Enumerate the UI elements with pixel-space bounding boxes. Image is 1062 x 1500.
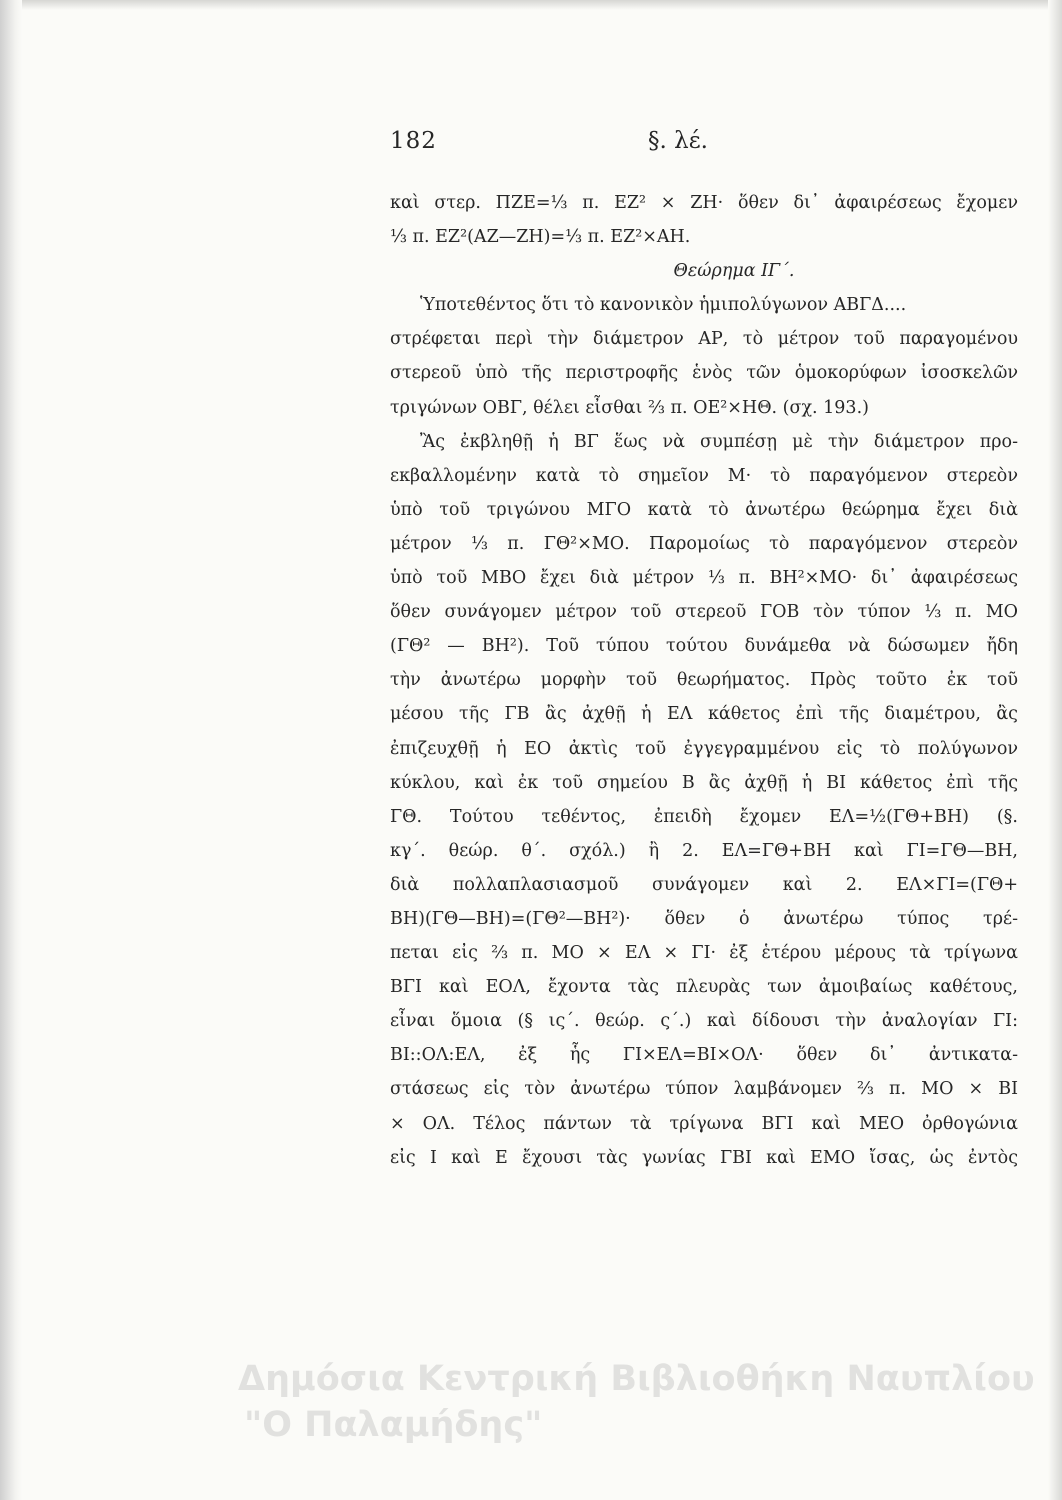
text-line: κύκλου, καὶ ἐκ τοῦ σημείου Β ἂς ἀχθῇ ἡ ΒΙ κάθετος ἐπὶ τῆς	[390, 772, 1018, 793]
text-line: καὶ στερ. ΠΖΕ=⅓ π. ΕΖ² × ΖΗ· ὅθεν δι᾽ ἀφαιρέσεως ἔχομεν	[390, 193, 1018, 213]
theorem-heading: Θεώρημα ΙΓ΄.	[673, 261, 795, 282]
text-line: ἐπιζευχθῇ ἡ ΕΟ ἀκτὶς τοῦ ἐγγεγραμμένου εἰς τὸ πολύγωνον	[390, 738, 1018, 759]
text-line: πεται εἰς ⅔ π. ΜΟ × ΕΛ × ΓΙ· ἐξ ἑτέρου μέρους τὰ τρίγωνα	[390, 943, 1018, 964]
text-line: εἰς Ι καὶ Ε ἔχουσι τὰς γωνίας ΓΒΙ καὶ ΕΜΟ ἴσας, ὡς ἐντὸς	[390, 1147, 1018, 1168]
text-line: στερεοῦ ὑπὸ τῆς περιστροφῆς ἑνὸς τῶν ὁμοκορύφων ἰσοσκελῶν	[390, 363, 1018, 384]
text-line: ⅓ π. ΕΖ²(ΑΖ—ΖΗ)=⅓ π. ΕΖ²×ΑΗ.	[390, 227, 691, 248]
text-line: τριγώνων ΟΒΓ, θέλει εἶσθαι ⅔ π. ΟΕ²×ΗΘ. (σχ. 193.)	[390, 397, 869, 418]
text-line: ὑπὸ τοῦ ΜΒΟ ἔχει διὰ μέτρον ⅓ π. ΒΗ²×ΜΟ· δι᾽ ἀφαιρέσεως	[390, 568, 1018, 589]
text-line: στρέφεται περὶ τὴν διάμετρον ΑΡ, τὸ μέτρον τοῦ παραγομένου	[390, 329, 1018, 350]
text-line: ΒΙ::ΟΛ:ΕΛ, ἐξ ἧς ΓΙ×ΕΛ=ΒΙ×ΟΛ· ὅθεν δι᾽ ἀντικατα-	[390, 1045, 1018, 1066]
page-edge-top	[0, 0, 1062, 10]
section-mark: §. λέ.	[648, 128, 708, 154]
page-edge-left	[0, 0, 22, 1500]
text-line: κγ΄. θεώρ. θ΄. σχόλ.) ἢ 2. ΕΛ=ΓΘ+ΒΗ καὶ ΓΙ=ΓΘ—ΒΗ,	[390, 840, 1018, 861]
text-line: εκβαλλομένην κατὰ τὸ σημεῖον Μ· τὸ παραγόμενον στερεὸν	[390, 465, 1018, 486]
text-line: (ΓΘ² — ΒΗ²). Τοῦ τύπου τούτου δυνάμεθα νὰ δώσωμεν ἤδη	[390, 636, 1018, 657]
text-line: μέσου τῆς ΓΒ ἂς ἀχθῇ ἡ ΕΛ κάθετος ἐπὶ τῆς διαμέτρου, ἂς	[390, 704, 1018, 725]
text-line: ΓΘ. Τούτου τεθέντος, ἐπειδὴ ἔχομεν ΕΛ=½(ΓΘ+ΒΗ) (§.	[390, 806, 1018, 827]
text-line: × ΟΛ. Τέλος πάντων τὰ τρίγωνα ΒΓΙ καὶ ΜΕΟ ὀρθογώνια	[390, 1113, 1018, 1134]
text-line: στάσεως εἰς τὸν ἀνωτέρω τύπον λαμβάνομεν ⅔ π. ΜΟ × ΒΙ	[390, 1079, 1018, 1100]
text-line: ΒΓΙ καὶ ΕΟΛ, ἔχοντα τὰς πλευρὰς των ἀμοιβαίως καθέτους,	[390, 977, 1018, 998]
page-edge-right	[1048, 0, 1062, 1500]
page-number: 182	[390, 128, 437, 154]
watermark-line-2: "Ο Παλαμήδης"	[244, 1405, 543, 1445]
body-text	[390, 186, 1018, 1175]
watermark-line-1: Δημόσια Κεντρική Βιβλιοθήκη Ναυπλίου	[238, 1359, 1035, 1399]
text-line: εἶναι ὅμοια (§ ις΄. θεώρ. ς΄.) καὶ δίδουσι τὴν ἀναλογίαν ΓΙ:	[390, 1011, 1018, 1032]
text-line: διὰ πολλαπλασιασμοῦ συνάγομεν καὶ 2. ΕΛ×ΓΙ=(ΓΘ+	[390, 874, 1018, 895]
text-line: ὅθεν συνάγομεν μέτρον τοῦ στερεοῦ ΓΟΒ τὸν τύπον ⅓ π. ΜΟ	[390, 602, 1018, 623]
text-line: τὴν ἀνωτέρω μορφὴν τοῦ θεωρήματος. Πρὸς τοῦτο ἐκ τοῦ	[390, 670, 1018, 691]
text-line: Ἂς ἐκβληθῇ ἡ ΒΓ ἕως νὰ συμπέσῃ μὲ τὴν διάμετρον προ-	[420, 431, 1018, 452]
text-line: ὑπὸ τοῦ τριγώνου ΜΓΟ κατὰ τὸ ἀνωτέρω θεώρημα ἔχει διὰ	[390, 499, 1018, 520]
text-line: Ὑποτεθέντος ὅτι τὸ κανονικὸν ἡμιπολύγωνον ΑΒΓΔ....	[420, 295, 907, 316]
text-line: ΒΗ)(ΓΘ—ΒΗ)=(ΓΘ²—ΒΗ²)· ὅθεν ὁ ἀνωτέρω τύπος τρέ-	[390, 908, 1018, 929]
page-header	[390, 128, 750, 168]
text-line: μέτρον ⅓ π. ΓΘ²×ΜΟ. Παρομοίως τὸ παραγόμενον στερεὸν	[390, 533, 1018, 554]
